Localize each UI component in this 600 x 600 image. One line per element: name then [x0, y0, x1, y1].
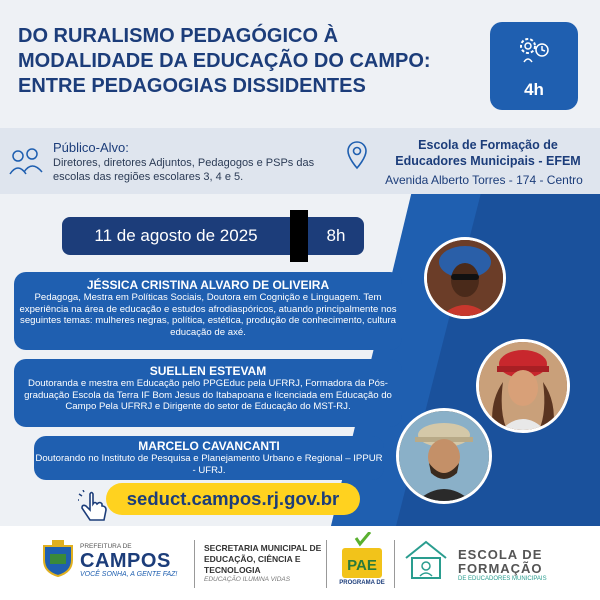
school-house-icon [402, 536, 450, 584]
title-line: ENTRE PEDAGOGIAS DISSIDENTES [18, 75, 366, 97]
footer-divider [326, 540, 327, 588]
campos-name: CAMPOS [80, 550, 171, 572]
title-line: MODALIDADE DA EDUCAÇÃO DO CAMPO: [18, 50, 431, 72]
speaker-name: SUELLEN ESTEVAM [149, 364, 267, 378]
speaker-bio: Doutoranda e mestra em Educação pelo PPGEduc pela UFRRJ, Formadora da Pós-graduação Escola da Terra IF Bom Jesus do Itabapoana e licenciada em Educação do Campo Pela UFRRJ e Dirigente do setor de Educação do MST-RJ. [24, 378, 392, 412]
location-pin-icon [346, 140, 368, 170]
website-link[interactable]: seduct.campos.rj.gov.br [106, 483, 360, 515]
speaker-bio: Pedagoga, Mestra em Políticas Sociais, Doutora em Cognição e Linguagem. Tem experiência na área de educação e estudos afrodiaspóricos, atuando principalmente nos seguintes temas: mulheres negras, política, estética, produção de conhecimento, cultura educação de axé. [19, 292, 397, 338]
secretaria-slogan: EDUCAÇÃO ILUMINA VIDAS [204, 576, 291, 583]
pae-label: PROGRAMA DE [339, 580, 385, 586]
footer-divider [394, 540, 395, 588]
title-line: DO RURALISMO PEDAGÓGICO À [18, 25, 339, 47]
svg-text:PAE: PAE [347, 557, 377, 574]
event-date: 11 de agosto de 2025 [62, 217, 290, 255]
efem-subtitle: DE EDUCADORES MUNICIPAIS [458, 576, 547, 582]
duration-value: 4h [524, 80, 544, 99]
speaker-name: JÉSSICA CRISTINA ALVARO DE OLIVEIRA [86, 278, 330, 292]
gear-clock-icon [516, 36, 552, 64]
footer-divider [194, 540, 195, 588]
location-name-line: Educadores Municipais - EFEM [395, 154, 581, 168]
audience-text: Diretores, diretores Adjuntos, Pedagogos e PSPs das escolas das regiões escolares 3, 4 e 5. [53, 157, 315, 183]
campos-coat-of-arms-icon [40, 538, 76, 578]
speaker-card [34, 436, 384, 480]
event-time: 8h [308, 217, 364, 255]
duration-badge [490, 22, 578, 110]
speaker-card [14, 272, 402, 350]
event-title [18, 24, 488, 99]
speaker-photo [476, 339, 570, 433]
efem-name-line: FORMAÇÃO [458, 561, 543, 576]
speaker-photo [424, 237, 506, 319]
efem-name-line: ESCOLA DE [458, 547, 543, 562]
speaker-photo [396, 408, 492, 504]
secretaria-name: SECRETARIA MUNICIPAL DE EDUCAÇÃO, CIÊNCIA E TECNOLOGIA [204, 543, 322, 575]
speaker-card [14, 359, 402, 427]
campos-pre-label: PREFEITURA DE [80, 543, 132, 550]
speaker-bio: Doutorando no Instituto de Pesquisa e Planejamento Urbano e Regional – IPPUR - UFRJ. [35, 453, 383, 476]
people-icon [8, 146, 44, 178]
location-address: Avenida Alberto Torres - 174 - Centro [385, 173, 583, 187]
location-name-line: Escola de Formação de [418, 138, 558, 152]
location-name [378, 137, 598, 169]
campos-slogan: VOCÊ SONHA, A GENTE FAZ! [80, 571, 178, 578]
date-divider [290, 210, 308, 262]
audience-label: Público-Alvo: [53, 140, 129, 155]
speaker-name: MARCELO CAVANCANTI [138, 439, 280, 453]
